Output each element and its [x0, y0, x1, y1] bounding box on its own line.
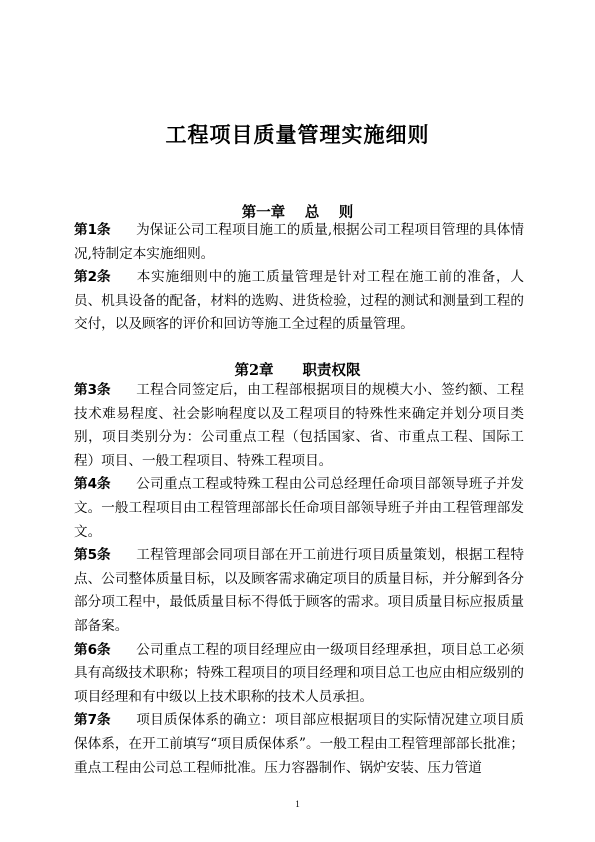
- chapter-2-articles: [74, 379, 524, 780]
- chapter-1-title: 第一章 总 则: [241, 204, 354, 221]
- chapter-2-title: 第2章 职责权限: [234, 362, 361, 379]
- article-number: 第7条: [74, 712, 111, 729]
- article-number: 第3条: [74, 382, 111, 398]
- article-2: [74, 266, 524, 337]
- article-text: 公司重点工程的项目经理应由一级项目经理承担，项目总工必须具有高级技术职称；特殊工程项目的项目经理和项目总工也应由相应级别的项目经理和有中级以上技术职称的技术人员承担。: [74, 641, 524, 705]
- article-number: 第2条: [74, 269, 111, 286]
- article-text: 为保证公司工程项目施工的质量,根据公司工程项目管理的具体情况,特制定本实施细则。: [74, 222, 524, 262]
- article-number: 第5条: [74, 547, 111, 564]
- article-text: 项目质保体系的确立：项目部应根据项目的实际情况建立项目质保体系，在开工前填写“项目质保体系”。一般工程由工程管理部部长批准；重点工程由公司总工程师批准。压力容器制作、锅炉安装、压力管道: [74, 712, 524, 776]
- article-number: 第1条: [74, 222, 111, 238]
- page-number: 1: [295, 799, 300, 809]
- article-4: [74, 473, 524, 544]
- article-1: [74, 219, 524, 266]
- article-text: 公司重点工程或特殊工程由公司总经理任命项目部领导班子并发文。一般工程项目由工程管理部部长任命项目部领导班子并由工程管理部发文。: [74, 476, 524, 540]
- article-text: 工程管理部会同项目部在开工前进行项目质量策划，根据工程特点、公司整体质量目标，以及顾客需求确定项目的质量目标，并分解到各分部分项工程中，最低质量目标不得低于顾客的需求。项目质量目标应报质量部备案。: [74, 547, 524, 634]
- article-3: [74, 379, 524, 473]
- document-title: 工程项目质量管理实施细则: [165, 122, 430, 147]
- chapter-1-articles: [74, 219, 524, 337]
- article-text: 本实施细则中的施工质量管理是针对工程在施工前的准备，人员、机具设备的配备，材料的选购、进货检验，过程的测试和测量到工程的交付，以及顾客的评价和回访等施工全过程的质量管理。: [74, 269, 524, 333]
- article-7: [74, 709, 524, 780]
- article-number: 第6条: [74, 641, 111, 658]
- article-6: [74, 639, 524, 710]
- article-number: 第4条: [74, 476, 111, 493]
- article-text: 工程合同签定后，由工程部根据项目的规模大小、签约额、工程技术难易程度、社会影响程度以及工程项目的特殊性来确定并划分项目类别，项目类别分为：公司重点工程（包括国家、省、市重点工程、国际工程）项目、一般工程项目、特殊工程项目。: [74, 382, 524, 469]
- article-5: [74, 544, 524, 638]
